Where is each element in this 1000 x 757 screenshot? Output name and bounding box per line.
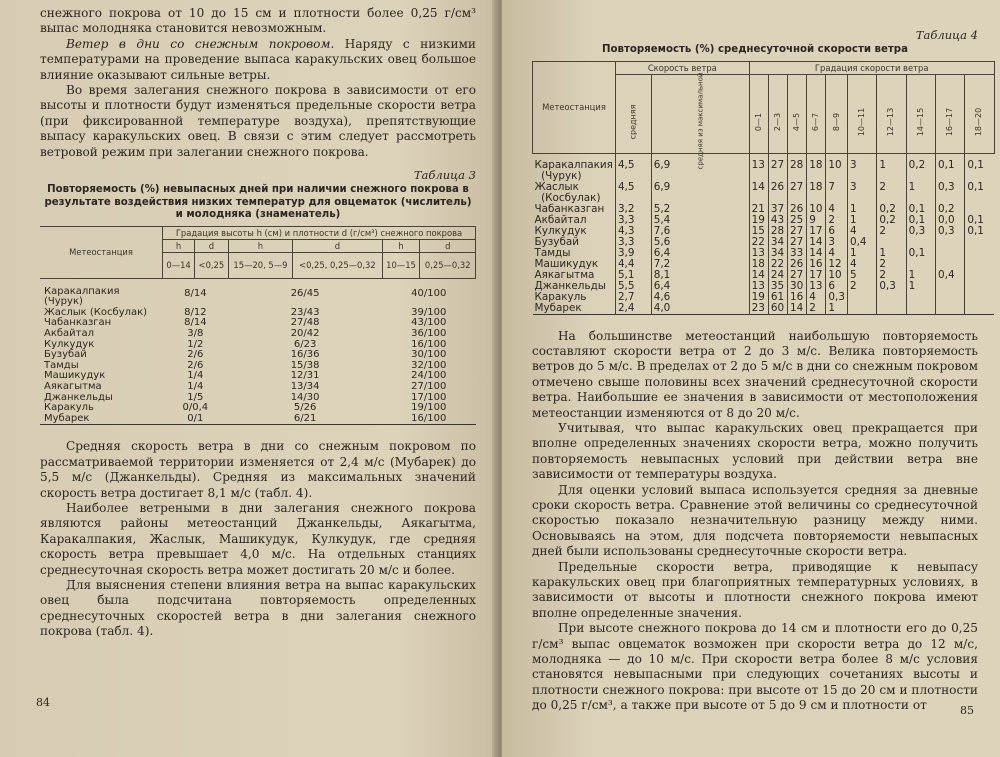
right-paragraph-3: Для оценки условий выпаса используется средняя за дневные сроки скорость ветра. Сравнение этой величины со среднесуточной скоростью показало незначительную разницу между ними. Основываясь на этом, для подсчета повторяемости невыпасных дней были использованы среднесуточные скорости ветра. [532, 482, 978, 559]
table-3-value-cell: 27/48 [290, 317, 320, 329]
table-4 [532, 61, 995, 315]
table-3-station-cell: Каракалпакия (Чурук) [44, 285, 120, 308]
table-3-value-cell: 23/43 [290, 306, 320, 318]
table-4-grade-header-cell-text: 14—15 [915, 107, 925, 136]
table-3-caption: Повторяемость (%) невыпасных дней при наличии снежного покрова в результате воздействия низких температур для овцематок (числитель) и молодняка (знаменатель) [44, 184, 472, 221]
table-3-body [40, 278, 476, 425]
table-3-station-header: Метеостанция [40, 226, 163, 278]
table-4-sub-max [651, 72, 749, 169]
table-3-value-cell: 20/42 [290, 327, 320, 339]
table-row [40, 371, 476, 382]
table-3-value-cell: 36/100 [411, 327, 447, 339]
table-4-grade-col: 0,1 0,3 0,2 0,0 0,3 0,4 [936, 153, 965, 314]
table-3-sub-d: d [195, 239, 229, 252]
table-3-value-cell: 39/100 [411, 306, 447, 318]
table-3-value-cell: 16/36 [290, 349, 320, 361]
table-4-grade-col: 10 7 4 2 6 3 4 12 10 6 0,3 1 [826, 153, 848, 314]
table-4-grade-header-cell [749, 74, 768, 153]
left-paragraph-2 [40, 37, 476, 83]
right-paragraph-5: При высоте снежного покрова до 14 см и плотности его до 0,25 г/см³ выпас овцематок возможен при скорости ветра до 12 м/с, молодняка — до 10 м/с. При скорости ветра более 8 м/с условия становятся невыпасными при следующих сочетаниях высоты и плотности снежного покрова: при высоте от 15 до 20 см и плотности до 0,25 г/см³, а также при высоте от 5 до 9 см и плотности от [532, 621, 978, 713]
table-3-sub-d: d [293, 239, 382, 252]
table-3-value-cell: 1/4 [187, 370, 204, 382]
table-4-grade-col: 1 2 0,2 0,2 2 1 2 2 0,3 [877, 153, 906, 314]
table-3-station-cell: Каракуль [44, 402, 94, 414]
table-3 [40, 226, 476, 426]
table-3-station-cell: Акбайтал [44, 327, 95, 339]
table-3-value-cell: 1/5 [187, 391, 204, 403]
table-3-value-cell: 8/14 [184, 317, 207, 329]
table-3-value-cell: 0/0,4 [182, 402, 209, 414]
table-4-label: Таблица 4 [915, 28, 978, 42]
table-3-range: 10—15 [382, 252, 420, 278]
left-paragraph-2-text: Наряду с низкими температурами на проведение выпаса каракульских овец большое влияние оказывают сильные ветры. [40, 36, 476, 82]
table-3-station-cell: Джанкельды [44, 391, 113, 403]
left-paragraph-6: Для выяснения степени влияния ветра на выпас каракульских овец была подсчитана повторяемость определенных среднесуточных скоростей ветра в дни залегания снежного покрова (табл. 4). [40, 577, 476, 639]
table-3-value-cell: 6/23 [293, 338, 317, 350]
table-3-value-cell: 16/100 [411, 338, 447, 350]
table-3-value-cell: 19/100 [411, 402, 447, 414]
left-paragraph-1: снежного покрова от 10 до 15 см и плотности более 0,25 г/см³ выпас молодняка становится невозможным. [40, 6, 476, 36]
table-3-range: <0,25 [195, 252, 229, 278]
table-row [40, 414, 476, 425]
table-4-grade-header-cell-text: 4—5 [792, 112, 802, 131]
table-4-grade-header-cell [906, 74, 935, 153]
table-4-grade-header-cell [807, 74, 826, 153]
table-3-station-cell: Кулкудук [44, 338, 95, 350]
table-row [40, 350, 476, 361]
table-3-value-cell: 3/8 [187, 327, 204, 339]
table-3-range: 15—20, 5—9 [228, 252, 293, 278]
table-4-grade-header-cell-text: 16—17 [945, 107, 955, 136]
table-3-value-cell: 27/100 [411, 380, 447, 392]
table-3-value-cell: 1/2 [187, 338, 204, 350]
table-3-value-cell: 26/45 [290, 287, 320, 299]
table-row [40, 340, 476, 351]
table-4-grade-col: 0,2 1 0,1 0,1 0,3 0,1 1 1 [906, 153, 935, 314]
table-4-grade-header: Градация скорости ветра [749, 61, 994, 74]
page-number-left: 84 [36, 696, 50, 709]
table-3-sub-d: d [420, 239, 476, 252]
table-3-station-cell: Машикудук [44, 370, 106, 382]
table-3-station-cell: Мубарек [44, 412, 90, 424]
table-4-speed-header: Скорость ветра [615, 61, 749, 74]
table-row [40, 382, 476, 393]
table-4-grade-header-cell-text: 6—7 [811, 112, 821, 131]
left-page [0, 0, 498, 757]
table-3-value-cell: 6/21 [293, 412, 317, 424]
table-4-grade-header-cell-text: 2—3 [772, 112, 782, 131]
table-4-grade-col: 27 26 37 43 28 34 34 22 24 35 61 60 [768, 153, 787, 314]
table-row [40, 403, 476, 414]
table-row [40, 329, 476, 340]
table-3-value-cell: 2/6 [187, 349, 204, 361]
table-3-value-cell: 5/26 [293, 402, 317, 414]
table-3-value-cell: 17/100 [411, 391, 447, 403]
right-paragraph-1: На большинстве метеостанций наибольшую повторяемость составляют скорости ветра от 2 до 3 м/с. Велика повторяемость ветров до 5 м/с. В пределах от 2 до 5 м/с в дни со снежным покровом отмечено свыше половины всех значений среднесуточной скорости ветра. Наибольшие ее значения в зависимости от местоположения метеостанции изменяются от 8 до 20 м/с. [532, 328, 978, 420]
table-4-grade-header-cell-text: 0—1 [753, 112, 763, 131]
table-3-station-cell: Чабанказган [44, 317, 112, 329]
right-paragraph-2: Учитывая, что выпас каракульских овец прекращается при вполне определенных значениях скорости ветра, можно получить повторяемость невыпасных условий при действии ветра вне зависимости от температуры воздуха. [532, 420, 978, 482]
table-4-grade-header-cell [965, 74, 994, 153]
table-4-grade-col: 28 27 26 25 27 27 33 26 27 30 16 14 [788, 153, 807, 314]
table-3-value-cell: 16/100 [411, 412, 447, 424]
table-3-value-cell: 0/1 [187, 412, 204, 424]
table-4-grade-header-cell [847, 74, 876, 153]
table-3-range: <0,25, 0,25—0,32 [293, 252, 382, 278]
table-3-sub-h: h [228, 239, 293, 252]
table-4-grade-header-cell [826, 74, 848, 153]
table-row [40, 393, 476, 404]
table-3-value-cell: 30/100 [411, 349, 447, 361]
table-3-value-cell: 32/100 [411, 359, 447, 371]
table-row [40, 361, 476, 372]
table-3-value-cell: 1/4 [187, 380, 204, 392]
table-3-station-cell: Аякагытма [44, 380, 102, 392]
left-paragraph-4: Средняя скорость ветра в дни со снежным покровом по рассматриваемой территории изменяется от 2,4 м/с (Мубарек) до 5,5 м/с (Джанкельды). Средняя из максимальных значений скорость ветра достигает 8,1 м/с (табл. 4). [40, 439, 476, 500]
table-4-grade-header-cell [768, 74, 787, 153]
table-4-sub-mean-text: средняя [628, 104, 638, 139]
right-page [502, 0, 1000, 757]
table-4-grade-header-cell-text: 10—11 [857, 107, 867, 136]
table-3-label: Таблица 3 [413, 168, 476, 183]
table-4-grade-col: 18 18 10 9 17 14 14 16 17 13 4 2 [807, 153, 826, 314]
table-3-value-cell: 8/14 [184, 287, 207, 299]
page-number-right: 85 [960, 704, 974, 717]
table-4-grade-header-cell [936, 74, 965, 153]
table-3-value-cell: 13/34 [290, 380, 320, 392]
table-4-grade-col: 0,1 0,1 0,1 0,1 [965, 153, 994, 314]
table-row [40, 278, 476, 308]
table-3-range: 0—14 [163, 252, 195, 278]
table-3-value-cell: 24/100 [411, 370, 447, 382]
table-4-sub-mean [615, 74, 651, 153]
table-3-value-cell: 8/12 [184, 306, 207, 318]
table-4-grade-col: 3 3 1 1 4 0,4 1 4 5 2 [847, 153, 876, 314]
table-3-value-cell: 43/100 [411, 317, 447, 329]
left-paragraph-5: Наиболее ветреными в дни залегания снежного покрова являются районы метеостанций Джанкельды, Аякагытма, Каракалпакия, Жаслык, Машикудук, Кулкудук, где средняя скорость ветра превышает 4,0 м/с. На отдельных станциях среднесуточная скорость ветра может достигать 20 м/с и более. [40, 500, 476, 577]
table-3-value-cell: 14/30 [290, 391, 320, 403]
table-3-station-cell: Бузубай [44, 349, 87, 361]
left-paragraph-3: Во время залегания снежного покрова в зависимости от его высоты и плотности будут изменяться предельные скорости ветра (при фиксированной температуре воздуха), препятствующие выпасу каракульских овец. В связи с этим следует рассмотреть ветровой режим при залегании снежного покрова. [40, 83, 476, 159]
table-4-grade-col: 13 14 21 19 15 22 13 18 14 13 19 23 [749, 153, 768, 314]
table-3-sub-h: h [382, 239, 420, 252]
table-row [40, 318, 476, 329]
table-3-station-cell: Жаслык (Косбулак) [44, 306, 148, 318]
left-section-heading: Ветер в дни со снежным покровом. [66, 36, 335, 51]
right-paragraph-4: Предельные скорости ветра, приводящие к невыпасу каракульских овец при благоприятных температурных условиях, в зависимости от высоты и плотности снежного покрова имеют вполне определенные значения. [532, 559, 978, 620]
table-4-caption: Повторяемость (%) среднесуточной скорости ветра [602, 44, 908, 55]
table-4-grade-header-cell [877, 74, 906, 153]
table-4-grade-header-cell-text: 18—20 [974, 107, 984, 136]
table-4-mean: 4,5 4,5 3,2 3,3 4,3 3,3 3,9 4,4 5,1 5,5 2,7 2,4 [615, 153, 651, 314]
table-4-grade-header-cell [788, 74, 807, 153]
table-3-value-cell: 12/31 [290, 370, 320, 382]
table-3-station-cell: Тамды [44, 359, 79, 371]
table-3-sub-h: h [163, 239, 195, 252]
table-4-grade-header-cell-text: 12—13 [886, 107, 896, 136]
table-3-value-cell: 40/100 [411, 287, 447, 299]
table-4-stations: Каракалпакия (Чурук) Жаслык (Косбулак) Чабанказган Акбайтал Кулкудук Бузубай Тамды Машикудук Аякагытма Джанкельды Каракуль Мубарек [534, 158, 613, 314]
table-3-range: 0,25—0,32 [420, 252, 476, 278]
table-3-value-cell: 2/6 [187, 359, 204, 371]
table-3-value-cell: 15/38 [290, 359, 320, 371]
table-row [533, 153, 995, 314]
table-3-group-header: Градация высоты h (см) и плотности d (г/см³) снежного покрова [163, 226, 476, 239]
table-4-max: 6,9 6,9 5,2 5,4 7,6 5,6 6,4 7,2 8,1 6,4 4,6 4,0 [651, 153, 749, 314]
table-4-grade-header-cell-text: 8—9 [831, 112, 841, 131]
table-4-station-header: Метеостанция [533, 61, 616, 153]
table-4-sub-max-text: средняя из максимальной [696, 72, 705, 169]
